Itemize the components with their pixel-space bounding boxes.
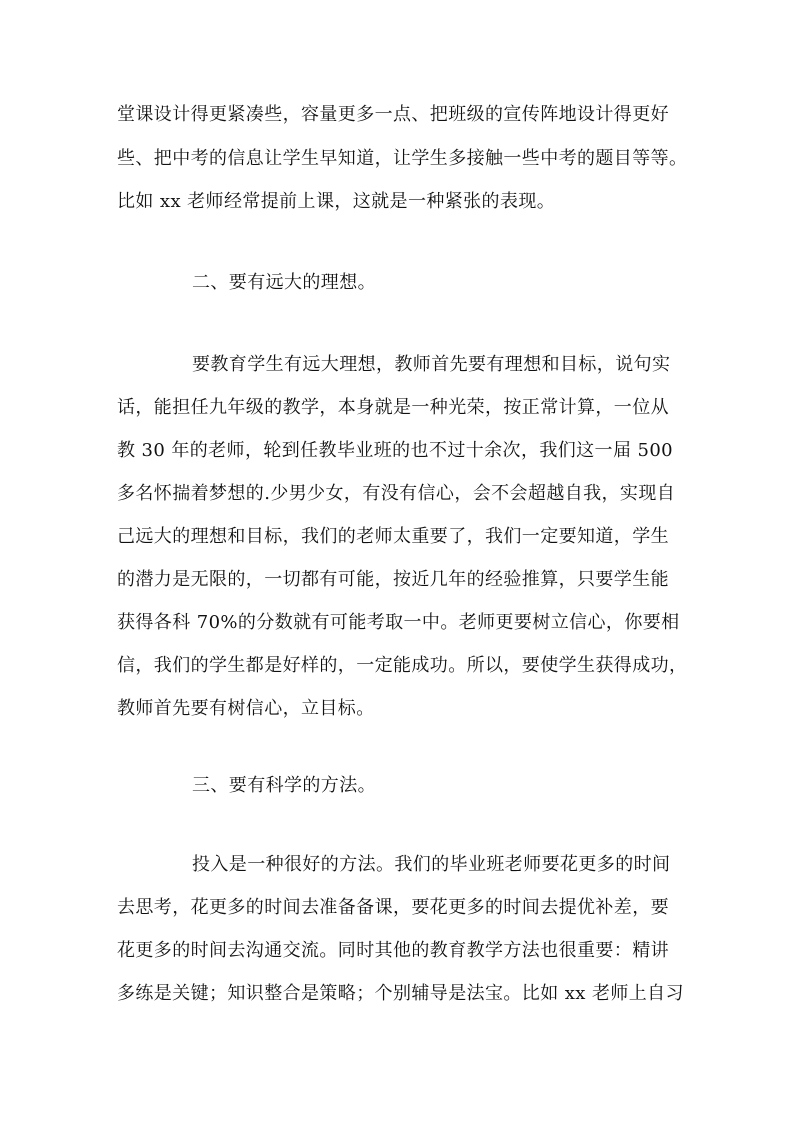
paragraph-3-line-4: 多练是关键；知识整合是策略；个别辅导是法宝。比如 xx 老师上自习 <box>117 983 684 1004</box>
paragraph-2-line-1: 要教育学生有远大理想，教师首先要有理想和目标，说句实 <box>192 354 671 375</box>
paragraph-2-line-6: 的潜力是无限的，一切都有可能，按近几年的经验推算，只要学生能 <box>117 569 669 590</box>
paragraph-2-line-3: 教 30 年的老师，轮到任教毕业班的也不过十余次，我们这一届 500 <box>117 440 674 461</box>
paragraph-3-line-2: 去思考，花更多的时间去准备备课，要花更多的时间去提优补差，要 <box>117 897 669 918</box>
paragraph-1-line-3: 比如 xx 老师经常提前上课，这就是一种紧张的表现。 <box>117 191 556 212</box>
paragraph-2-line-9: 教师首先要有树信心，立目标。 <box>117 698 375 719</box>
paragraph-2-line-7: 获得各科 70%的分数就有可能考取一中。老师更要树立信心，你要相 <box>117 612 680 633</box>
paragraph-2-line-8: 信，我们的学生都是好样的，一定能成功。所以，要使学生获得成功， <box>117 655 688 676</box>
paragraph-2-line-2: 话，能担任九年级的教学，本身就是一种光荣，按正常计算，一位从 <box>117 397 669 418</box>
paragraph-3-line-3: 花更多的时间去沟通交流。同时其他的教育教学方法也很重要：精讲 <box>117 940 669 961</box>
paragraph-2-line-4: 多名怀揣着梦想的.少男少女，有没有信心，会不会超越自我，实现自 <box>117 483 676 504</box>
section-heading-3: 三、要有科学的方法。 <box>192 775 376 796</box>
paragraph-2-line-5: 己远大的理想和目标，我们的老师太重要了，我们一定要知道，学生 <box>117 526 669 547</box>
paragraph-3-line-1: 投入是一种很好的方法。我们的毕业班老师要花更多的时间 <box>192 854 671 875</box>
section-heading-2: 二、要有远大的理想。 <box>192 272 376 293</box>
paragraph-1-line-2: 些、把中考的信息让学生早知道，让学生多接触一些中考的题目等等。 <box>117 148 688 169</box>
paragraph-1-line-1: 堂课设计得更紧凑些，容量更多一点、把班级的宣传阵地设计得更好 <box>117 104 669 125</box>
